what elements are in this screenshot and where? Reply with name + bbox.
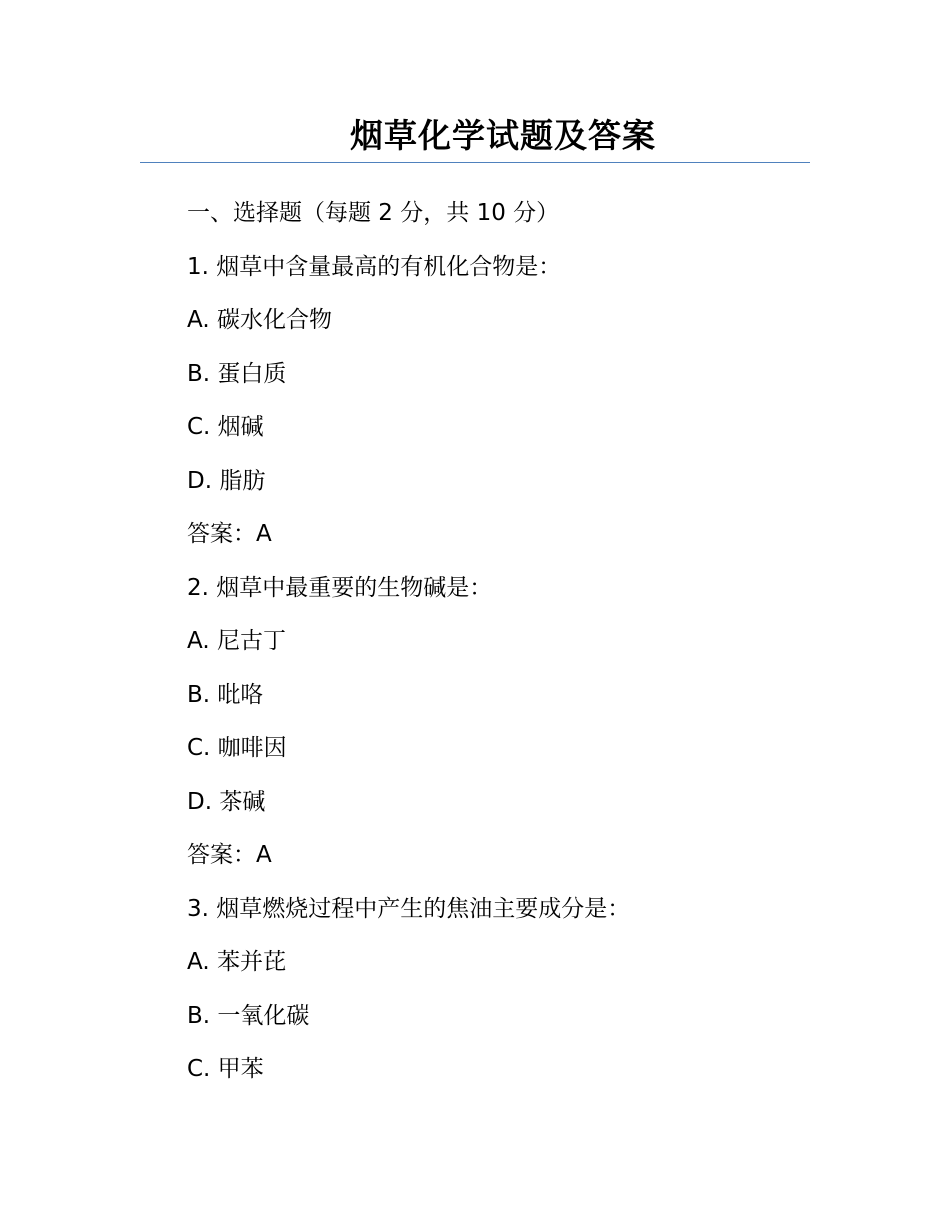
question-3: 3. 烟草燃烧过程中产生的焦油主要成分是： xyxy=(187,895,631,922)
question-2-answer: 答案：A xyxy=(187,842,272,868)
question-1-option-d: D. 脂肪 xyxy=(187,467,266,494)
document-title: 烟草化学试题及答案 xyxy=(350,116,656,155)
question-3-option-c: C. 甲苯 xyxy=(187,1056,264,1082)
question-1-answer: 答案：A xyxy=(187,521,272,547)
question-2-option-b: B. 吡咯 xyxy=(187,681,264,708)
question-1-option-a: A. 碳水化合物 xyxy=(187,307,332,333)
question-1: 1. 烟草中含量最高的有机化合物是： xyxy=(187,253,562,280)
title-underline xyxy=(140,162,810,163)
question-2: 2. 烟草中最重要的生物碱是： xyxy=(187,574,493,601)
question-3-option-b: B. 一氧化碳 xyxy=(187,1002,310,1029)
question-1-option-b: B. 蛋白质 xyxy=(187,360,287,387)
question-1-option-c: C. 烟碱 xyxy=(187,414,264,440)
question-3-option-a: A. 苯并芘 xyxy=(187,949,286,975)
question-2-option-d: D. 茶碱 xyxy=(187,788,266,815)
question-2-option-c: C. 咖啡因 xyxy=(187,735,287,761)
question-list xyxy=(187,196,807,1106)
question-2-option-a: A. 尼古丁 xyxy=(187,628,286,654)
section-heading: 一、选择题（每题 2 分，共 10 分） xyxy=(187,200,560,226)
